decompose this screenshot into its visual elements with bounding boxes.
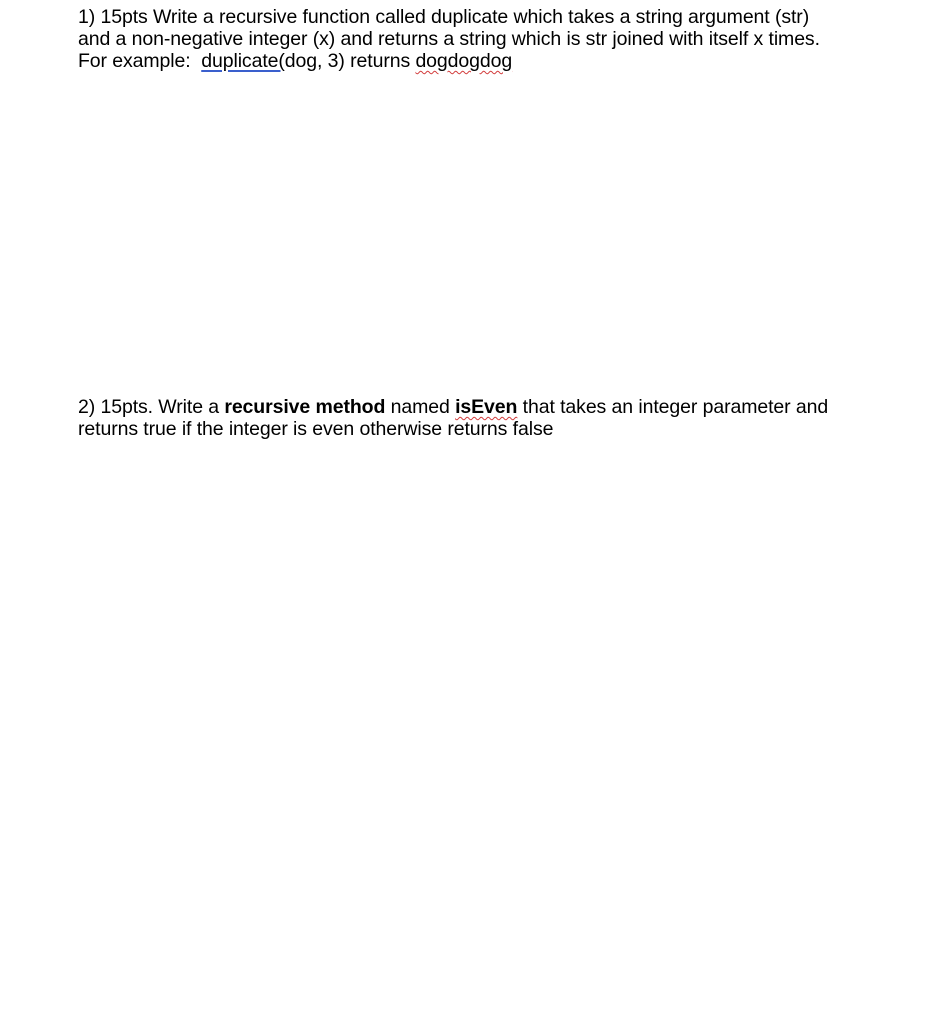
question-1 xyxy=(78,6,878,72)
question-2-line-2: returns true if the integer is even otherwise returns false xyxy=(78,418,554,440)
example-arguments: dog, 3) returns xyxy=(284,50,416,72)
question-2 xyxy=(78,396,878,440)
question-1-example xyxy=(78,50,878,72)
question-1-line-2: and a non-negative integer (x) and returns a string which is str joined with itself x times. xyxy=(78,28,820,50)
q2-text-part-3: that takes an integer parameter and xyxy=(517,396,829,418)
question-2-line-1 xyxy=(78,396,878,418)
example-result: dogdogdog xyxy=(415,50,513,72)
q2-text-part-2: named xyxy=(385,396,456,418)
example-function-call: duplicate( xyxy=(201,50,285,72)
q2-method-name: isEven xyxy=(455,396,518,418)
q2-text-part-1: 2) 15pts. Write a xyxy=(78,396,225,418)
q2-bold-term: recursive method xyxy=(224,396,386,418)
question-1-line-1: 1) 15pts Write a recursive function called duplicate which takes a string argument (str) xyxy=(78,6,810,28)
example-prefix: For example: xyxy=(78,50,202,72)
